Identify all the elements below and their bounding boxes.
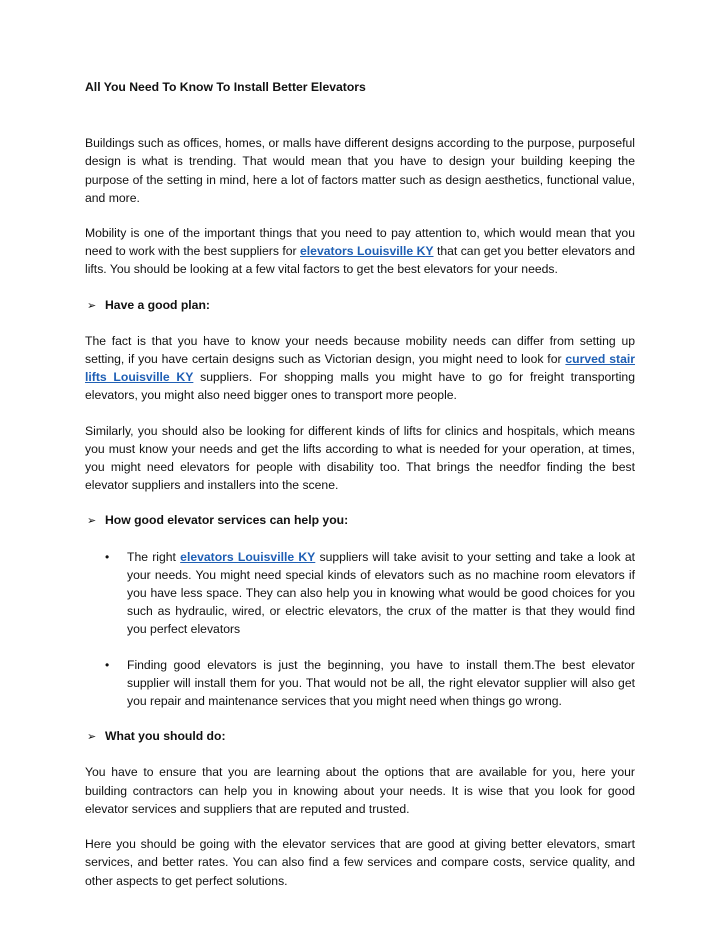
paragraph-conclusion: Here you should be going with the elevator services that are good at giving better elevators, smart services, and better rates. You can also find a few services and compare costs, service quality, and other aspects to get perfect solutions. [85, 837, 635, 888]
paragraph-text: The fact is that you have to know your needs because mobility needs can differ from setting up setting, if you have certain designs such as Victorian design, you might need to look for [85, 333, 635, 367]
paragraph-needs [85, 332, 635, 405]
list-item [85, 656, 635, 711]
list-item [85, 548, 635, 639]
services-bullet-list [85, 548, 635, 711]
heading-services [85, 511, 635, 530]
paragraph-intro: Buildings such as offices, homes, or malls have different designs according to the purpose, purposeful design is what is trending. That would mean that you have to design your building keeping the purpose of the setting in mind, here a lot of factors matter such as design aesthetics, functional value, and more. [85, 136, 635, 205]
heading-what-to-do [85, 727, 635, 746]
bullet-dot-icon: • [105, 657, 110, 672]
document-page [85, 78, 635, 907]
heading-text: Have a good plan: [105, 297, 210, 312]
heading-good-plan [85, 296, 635, 315]
arrow-bullet-icon: ➢ [87, 299, 97, 312]
paragraph-text: suppliers. For shopping malls you might have to go for freight transporting elevators, you might also need bigger ones to transport more people. [85, 370, 635, 403]
elevators-louisville-link[interactable]: elevators Louisville KY [180, 549, 316, 564]
arrow-bullet-icon: ➢ [87, 515, 97, 528]
paragraph-clinics: Similarly, you should also be looking for different kinds of lifts for clinics and hospitals, which means you must know your needs and get the lifts according to what is needed for your operation, at times, you might need elevators for people with disability too. That brings the needfor finding the best elevator suppliers and installers into the scene. [85, 423, 635, 493]
bullet-text-part: The right [127, 549, 181, 564]
curved-stair-lifts-link[interactable]: curved stair lifts Louisville KY [85, 352, 635, 385]
paragraph-mobility [85, 224, 635, 279]
elevators-louisville-link[interactable]: elevators Louisville KY [300, 244, 434, 259]
bullet-text [127, 548, 635, 639]
paragraph-text: that can get you better elevators and lifts. You should be looking at a few vital factors to get the best elevators for your needs. [85, 244, 635, 277]
paragraph-options: You have to ensure that you are learning about the options that are available for you, here your building contractors can help you in knowing about your needs. It is wise that you look for good elevator services and suppliers that are reputed and trusted. [85, 765, 635, 816]
bullet-text: Finding good elevators is just the beginning, you have to install them.The best elevator supplier will install them for you. That would not be all, the right elevator supplier will also get you repair and maintenance services that you might need when things go wrong. [127, 657, 635, 709]
heading-text: How good elevator services can help you: [105, 513, 349, 528]
document-title: All You Need To Know To Install Better Elevators [85, 80, 366, 94]
arrow-bullet-icon: ➢ [87, 731, 97, 744]
bullet-text-part: suppliers will take avisit to your setting and take a look at your needs. You might need special kinds of elevators such as no machine room elevators if you have less space. They can also help you in knowing what would be good choices for you such as hydraulic, wired, or electric elevators, the crux of the matter is that they would find you perfect elevators [127, 549, 635, 637]
bullet-dot-icon: • [105, 549, 110, 564]
paragraph-text: Mobility is one of the important things that you need to pay attention to, which would mean that you need to work with the best suppliers for [85, 226, 635, 259]
heading-text: What you should do: [105, 729, 226, 744]
